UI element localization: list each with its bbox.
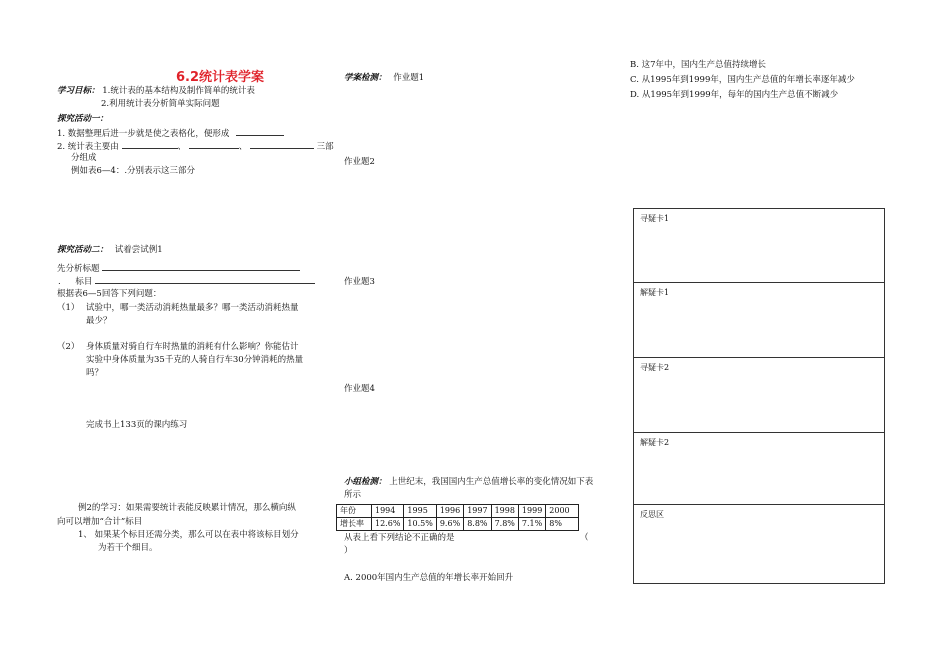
table-cell: 12.6% bbox=[372, 518, 404, 531]
check-label: 学案检测： bbox=[344, 73, 387, 83]
question-card-2 bbox=[633, 357, 885, 433]
example2-item1-line2: 为若干个细目。 bbox=[98, 543, 158, 553]
option-c: C. 从1995年到1999年，国内生产总值的年增长率逐年减少 bbox=[630, 75, 855, 85]
activity1-item2-tail: 三部 bbox=[316, 142, 334, 152]
option-a: A. 2000年国内生产总值的年增长率开始回升 bbox=[344, 573, 514, 583]
activity1-item1 bbox=[57, 127, 284, 140]
learning-goal-line1 bbox=[57, 86, 255, 97]
blank-line bbox=[236, 127, 284, 136]
analyze-item-label: 标目 bbox=[75, 277, 93, 287]
activity2-label: 探究活动二： bbox=[57, 245, 109, 255]
example2-line2: 向可以增加“合计”标目 bbox=[57, 517, 143, 527]
page-title: 6.2统计表学案 bbox=[176, 70, 265, 85]
table-cell: 8% bbox=[546, 518, 579, 531]
table-cell: 年份 bbox=[337, 505, 372, 518]
activity2-text: 试着尝试例1 bbox=[114, 245, 163, 255]
question-paren-open: （ bbox=[580, 533, 589, 543]
group-check-text: 上世纪末， bbox=[389, 477, 432, 487]
question-2-line3: 吗？ bbox=[86, 368, 104, 378]
group-check-line1 bbox=[344, 477, 593, 488]
activity1-example: 例如表6—4：.分别表示这三部分 bbox=[71, 166, 196, 176]
activity2-heading bbox=[57, 245, 163, 256]
table-cell: 10.5% bbox=[404, 518, 436, 531]
homework-3: 作业题3 bbox=[344, 277, 375, 287]
blank-line bbox=[95, 275, 315, 284]
activity1-item2-cont: 分组成 bbox=[71, 153, 97, 163]
blank-line bbox=[102, 262, 300, 271]
exercise-note: 完成书上133页的课内练习 bbox=[86, 420, 188, 430]
question-card-2-label: 寻疑卡2 bbox=[640, 363, 670, 372]
check-heading bbox=[344, 73, 424, 84]
analyze-title-line bbox=[57, 262, 300, 275]
table-row bbox=[337, 518, 579, 531]
table-cell: 1996 bbox=[436, 505, 463, 518]
question-1-line2: 最少？ bbox=[86, 316, 112, 326]
activity1-item2-text: 2. 统计表主要由 bbox=[57, 142, 119, 152]
table-cell: 7.8% bbox=[491, 518, 518, 531]
table-cell: 1999 bbox=[518, 505, 545, 518]
question-2-num: （2） bbox=[57, 342, 80, 352]
table-cell: 1998 bbox=[491, 505, 518, 518]
option-d: D. 从1995年到1999年，每年的国内生产总值不断减少 bbox=[630, 90, 839, 100]
question-paren-close: ） bbox=[344, 546, 353, 556]
activity1-item2: 2. 统计表主要由 、 、 三部 bbox=[57, 142, 334, 152]
homework-2: 作业题2 bbox=[344, 157, 375, 167]
table-cell: 1995 bbox=[404, 505, 436, 518]
reflection-area bbox=[633, 504, 885, 584]
table-cell: 9.6% bbox=[436, 518, 463, 531]
reflection-area-label: 反思区 bbox=[640, 510, 664, 519]
example2-line1: 例2的学习：如果需要统计表能反映累计情况，那么横向纵 bbox=[78, 503, 296, 513]
growth-rate-table bbox=[336, 504, 579, 531]
question-line1: 从表上看下列结论不正确的是 bbox=[344, 533, 455, 543]
learning-goal-2: 2.利用统计表分析简单实际问题 bbox=[101, 99, 220, 109]
answer-intro: 根据表6—5回答下列问题： bbox=[57, 289, 162, 299]
analyze-item-line bbox=[58, 275, 315, 288]
question-card-1 bbox=[633, 208, 885, 283]
activity1-label: 探究活动一： bbox=[57, 114, 109, 124]
question-1-num: （1） bbox=[57, 303, 80, 313]
blank-line bbox=[189, 140, 239, 149]
group-check-label: 小组检测： bbox=[344, 477, 387, 487]
table-cell: 1994 bbox=[372, 505, 404, 518]
table-cell: 1997 bbox=[464, 505, 491, 518]
group-check-text2: 我国国内生产总值增长率的变化情况如下表 bbox=[431, 477, 594, 487]
learning-goal-label: 学习目标： bbox=[57, 86, 100, 96]
activity1-item1-text: 1. 数据整理后进一步就是使之表格化，便形成 bbox=[57, 129, 230, 139]
answer-card-1 bbox=[633, 282, 885, 358]
example2-item1-line1: 1、 如果某个标目还需分类，那么可以在表中将该标目划分 bbox=[78, 530, 299, 540]
question-1-line1: 试验中，哪一类活动消耗热量最多？哪一类活动消耗热量 bbox=[86, 303, 299, 313]
answer-card-2-label: 解疑卡2 bbox=[640, 438, 670, 447]
option-b: B. 这7年中，国内生产总值持续增长 bbox=[630, 60, 767, 70]
table-row bbox=[337, 505, 579, 518]
analyze-mark: . bbox=[58, 277, 61, 287]
answer-card-1-label: 解疑卡1 bbox=[640, 288, 670, 297]
group-check-line2: 所示 bbox=[344, 490, 362, 500]
question-2-line2: 实验中身体质量为35千克的人骑自行车30分钟消耗的热量 bbox=[86, 355, 304, 365]
blank-line bbox=[122, 140, 178, 149]
learning-goal-1: 1.统计表的基本结构及制作简单的统计表 bbox=[102, 86, 255, 96]
question-card-1-label: 寻疑卡1 bbox=[640, 214, 670, 223]
table-cell: 7.1% bbox=[518, 518, 545, 531]
table-cell: 8.8% bbox=[464, 518, 491, 531]
answer-card-2 bbox=[633, 432, 885, 505]
table-cell: 2000 bbox=[546, 505, 579, 518]
table-cell: 增长率 bbox=[337, 518, 372, 531]
blank-line bbox=[250, 140, 314, 149]
homework-4: 作业题4 bbox=[344, 384, 375, 394]
question-2-line1: 身体质量对骑自行车时热量的消耗有什么影响？你能估计 bbox=[86, 342, 299, 352]
analyze-title-label: 先分析标题 bbox=[57, 264, 100, 274]
homework-1: 作业题1 bbox=[393, 73, 425, 83]
